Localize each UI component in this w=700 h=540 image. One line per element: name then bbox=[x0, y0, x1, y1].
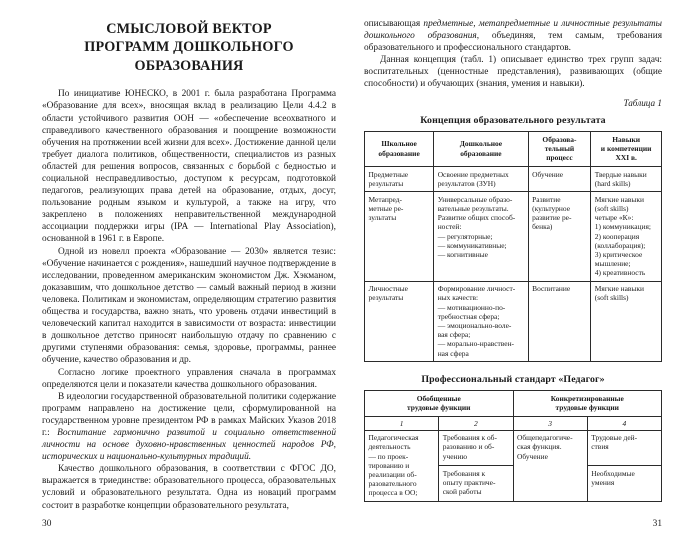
table-cell bbox=[591, 281, 662, 361]
cell-line: Развитие bbox=[532, 194, 561, 204]
cell-line: требностная сфера; bbox=[437, 311, 500, 321]
cell-line: — эмоционально-воле- bbox=[437, 321, 512, 331]
column-number-cell: 3 bbox=[513, 417, 587, 430]
cell-line: (soft skills) bbox=[594, 293, 629, 303]
cell-line: — коммуникативные; bbox=[437, 240, 507, 250]
table-cell bbox=[528, 167, 591, 192]
cell-line: (культурное bbox=[532, 204, 571, 214]
cell-line: Воспитание bbox=[532, 284, 571, 294]
table1-caption: Концепция образовательного результата bbox=[420, 114, 606, 126]
table-educational-result bbox=[364, 131, 662, 362]
cell-line: зультаты bbox=[368, 213, 397, 223]
cell-line: — когнитивные bbox=[437, 250, 488, 260]
cell-line: (коллаборация); bbox=[594, 240, 646, 250]
table-cell bbox=[513, 430, 587, 501]
column-number-cell: 4 bbox=[587, 417, 661, 430]
title-line-3: ОБРАЗОВАНИЯ bbox=[134, 57, 244, 74]
cell-line: бенка) bbox=[532, 222, 553, 232]
table-cell bbox=[587, 430, 661, 466]
paragraph-continuation bbox=[364, 18, 662, 54]
paragraph: Качество дошкольного образования, в соответствии с ФГОС ДО, выражается в триединстве: образовательного процесса, образовательных условий и образовательного результата. Одна из новаций программ состоит в разработке концепции образовательного результата, bbox=[42, 464, 336, 511]
cell-line: процесса в ОО; bbox=[368, 488, 418, 498]
page-number-right: 31 bbox=[652, 519, 662, 529]
cell-line: 3) критическое bbox=[594, 250, 643, 260]
table-cell bbox=[591, 167, 662, 192]
cell-line: Твердые навыки bbox=[594, 169, 647, 179]
cell-line: учению bbox=[442, 451, 468, 461]
cell-line: Универсальные образо- bbox=[437, 194, 513, 204]
table1-header-cell: Дошкольное образование bbox=[434, 131, 528, 167]
cell-line: ная сфера bbox=[437, 348, 469, 358]
cell-line: Общепедагогиче- bbox=[517, 433, 573, 443]
table-cell bbox=[365, 192, 434, 281]
table-cell bbox=[439, 430, 513, 466]
italic-quote: Воспитание гармонично развитой и социально ответственной личности на основе духовно-нравственных ценностей народов РФ, исторических и национально-культурных традиций. bbox=[42, 427, 337, 463]
table-cell bbox=[434, 192, 528, 281]
paragraph: Согласно логике проектного управления сначала в программах определяются цели и показатели качества дошкольного образования. bbox=[42, 367, 336, 390]
title-line-2: ПРОГРАММ ДОШКОЛЬНОГО bbox=[84, 39, 294, 56]
cell-line: Метапред- bbox=[368, 194, 403, 204]
cell-line: Мягкие навыки bbox=[594, 194, 645, 204]
column-number-cell: 2 bbox=[439, 417, 513, 430]
page-number-left: 30 bbox=[42, 519, 52, 529]
cell-line: мышление; bbox=[594, 259, 631, 269]
cell-line: умения bbox=[591, 477, 615, 487]
cell-line: реализации об- bbox=[368, 469, 417, 479]
cell-line: результаты bbox=[368, 293, 404, 303]
table-cell bbox=[587, 466, 661, 502]
cell-line: Обучение bbox=[517, 451, 548, 461]
table-cell bbox=[365, 430, 439, 501]
table-cell bbox=[365, 281, 434, 361]
cell-line: разованию и об- bbox=[442, 442, 495, 452]
cell-line: ностей: bbox=[437, 222, 462, 232]
paragraph-text: В идеологии государственной образовательной политики содержание программ направлено на достижение цели, сформулированной на государственном уровне президентом РФ в рамках Майских Указов 2018 г.: bbox=[42, 391, 336, 438]
right-page-column bbox=[350, 0, 700, 540]
cell-line: Предметные bbox=[368, 169, 409, 179]
cell-line: Обучение bbox=[532, 169, 564, 179]
cell-line: Необходимые bbox=[591, 468, 635, 478]
cell-line: ской работы bbox=[442, 487, 482, 497]
table2-column-number-row bbox=[365, 417, 662, 430]
table2-caption: Профессиональный стандарт «Педагог» bbox=[421, 373, 605, 385]
paragraph-text: , объединяя, тем самым, требования образовательного и профессионального стандартов. bbox=[364, 31, 662, 54]
table-cell bbox=[591, 192, 662, 281]
cell-line: тированию и bbox=[368, 460, 410, 470]
table2-group-header-cell: Конкретизированные трудовые функции bbox=[513, 390, 662, 416]
cell-line: — мотивационно-по- bbox=[437, 302, 506, 312]
cell-line: Требования к об- bbox=[442, 433, 497, 443]
table1-header-cell: Образова- тельный процесс bbox=[528, 131, 591, 167]
paragraph: Данная концепция (табл. 1) описывает единство трех групп задач: воспитательных (ценностные представления), развивающих (общие способности) и обучающих (знания, умения и навыки). bbox=[364, 55, 662, 90]
cell-line: — регуляторные; bbox=[437, 231, 493, 241]
paragraph: По инициативе ЮНЕСКО, в 2001 г. была разработана Программа «Образование для всех», вносящая вклад в реализацию Цели 4.4.2 в области устойчивого развития ООН — «обеспечение всеохватного и справедливого качественного образования и поощрение возможности обучения на протяжении всей жизни для всех». Достижение данной цели требует диалога политиков, общественности, специалистов из разных областей для решения вопросов, связанных с борьбой с бедностью и социальной несправедливостью, доступом к ресурсам, подготовкой педагогов, реализующих права детей на образование, отдых, досуг, пользование родным языком и культурой, а также на игру, что закреплено в положениях неправительственной международной ассоциации поддержки игры (IPA — International Play Association), основанной в 1961 г. в Европе. bbox=[42, 89, 336, 245]
cell-line: Требования к bbox=[442, 468, 486, 478]
cell-line: Освоение предметных bbox=[437, 169, 509, 179]
cell-line: четыре «К»: bbox=[594, 213, 634, 223]
cell-line: Трудовые дей- bbox=[591, 433, 638, 443]
table-cell bbox=[439, 466, 513, 502]
paragraph-text: описывающая bbox=[364, 19, 424, 29]
table2-group-header-row bbox=[365, 390, 662, 416]
cell-line: 1) коммуникация; bbox=[594, 222, 651, 232]
table-row bbox=[365, 281, 662, 361]
table-row bbox=[365, 192, 662, 281]
cell-line: результатов (ЗУН) bbox=[437, 179, 496, 189]
table-cell bbox=[528, 281, 591, 361]
cell-line: вая сфера; bbox=[437, 330, 471, 340]
table-cell bbox=[528, 192, 591, 281]
paragraph-with-italic-quote bbox=[42, 391, 336, 464]
cell-line: Формирование личност- bbox=[437, 284, 516, 294]
cell-line: опыту практиче- bbox=[442, 477, 496, 487]
table-professional-standard bbox=[364, 390, 662, 502]
table-cell bbox=[365, 167, 434, 192]
cell-line: — по проек- bbox=[368, 451, 409, 461]
italic-term: предметные, метапредметные и личностные результаты дошкольного образования bbox=[364, 19, 662, 42]
column-number-cell: 1 bbox=[365, 417, 439, 430]
cell-line: результаты bbox=[368, 179, 404, 189]
table2-group-header-cell: Обобщенные трудовые функции bbox=[365, 390, 514, 416]
cell-line: (soft skills) bbox=[594, 204, 629, 214]
table1-body bbox=[365, 167, 662, 362]
cell-line: ская функция. bbox=[517, 442, 562, 452]
table-row bbox=[365, 167, 662, 192]
table-number-label: Таблица 1 bbox=[623, 97, 662, 108]
cell-line: Личностные bbox=[368, 284, 408, 294]
table1-header-cell: Школьное образование bbox=[365, 131, 434, 167]
title-line-1: СМЫСЛОВОЙ ВЕКТОР bbox=[106, 21, 272, 37]
cell-line: Развитие общих способ- bbox=[437, 213, 516, 223]
cell-line: ствия bbox=[591, 442, 609, 452]
table2-body bbox=[365, 417, 662, 501]
cell-line: метные ре- bbox=[368, 204, 404, 214]
cell-line: деятельность bbox=[368, 442, 411, 452]
page-title bbox=[42, 20, 336, 75]
cell-line: развитие ре- bbox=[532, 213, 572, 223]
cell-line: Мягкие навыки bbox=[594, 284, 645, 294]
cell-line: вательные результаты. bbox=[437, 204, 509, 214]
cell-line: 4) креативность bbox=[594, 268, 646, 278]
table-cell bbox=[434, 281, 528, 361]
cell-line: (hard skills) bbox=[594, 179, 631, 189]
table-cell bbox=[434, 167, 528, 192]
cell-line: — морально-нравствен- bbox=[437, 339, 515, 349]
cell-line: ных качеств: bbox=[437, 293, 479, 303]
cell-line: Педагогическая bbox=[368, 433, 419, 443]
paragraph: Одной из новелл проекта «Образование — 2030» является тезис: «Обучение начинается с рождения», нашедший научное подтверждение в исследовании, проведенном американским экономистом Дж. Хэкманом, доказавшим, что дошкольное детство — самый важный период в жизни человека. Политикам и экономистам, определяющим стратегию развития общества и государства, важно знать, что уровень отдачи инвестиций в человеческий капитал находится в зависимости от возраста: инвестиции в дошкольное детство приносят наибольшую отдачу по сравнению с другими ступенями образования: семья, здоровье, программы, раннее обучение, качество образования и др. bbox=[42, 246, 336, 366]
table-header-row bbox=[365, 131, 662, 167]
cell-line: разовательного bbox=[368, 479, 417, 489]
table-row bbox=[365, 430, 662, 466]
table1-header-cell: Навыки и компетенции XXI в. bbox=[591, 131, 662, 167]
cell-line: 2) кооперация bbox=[594, 231, 640, 241]
